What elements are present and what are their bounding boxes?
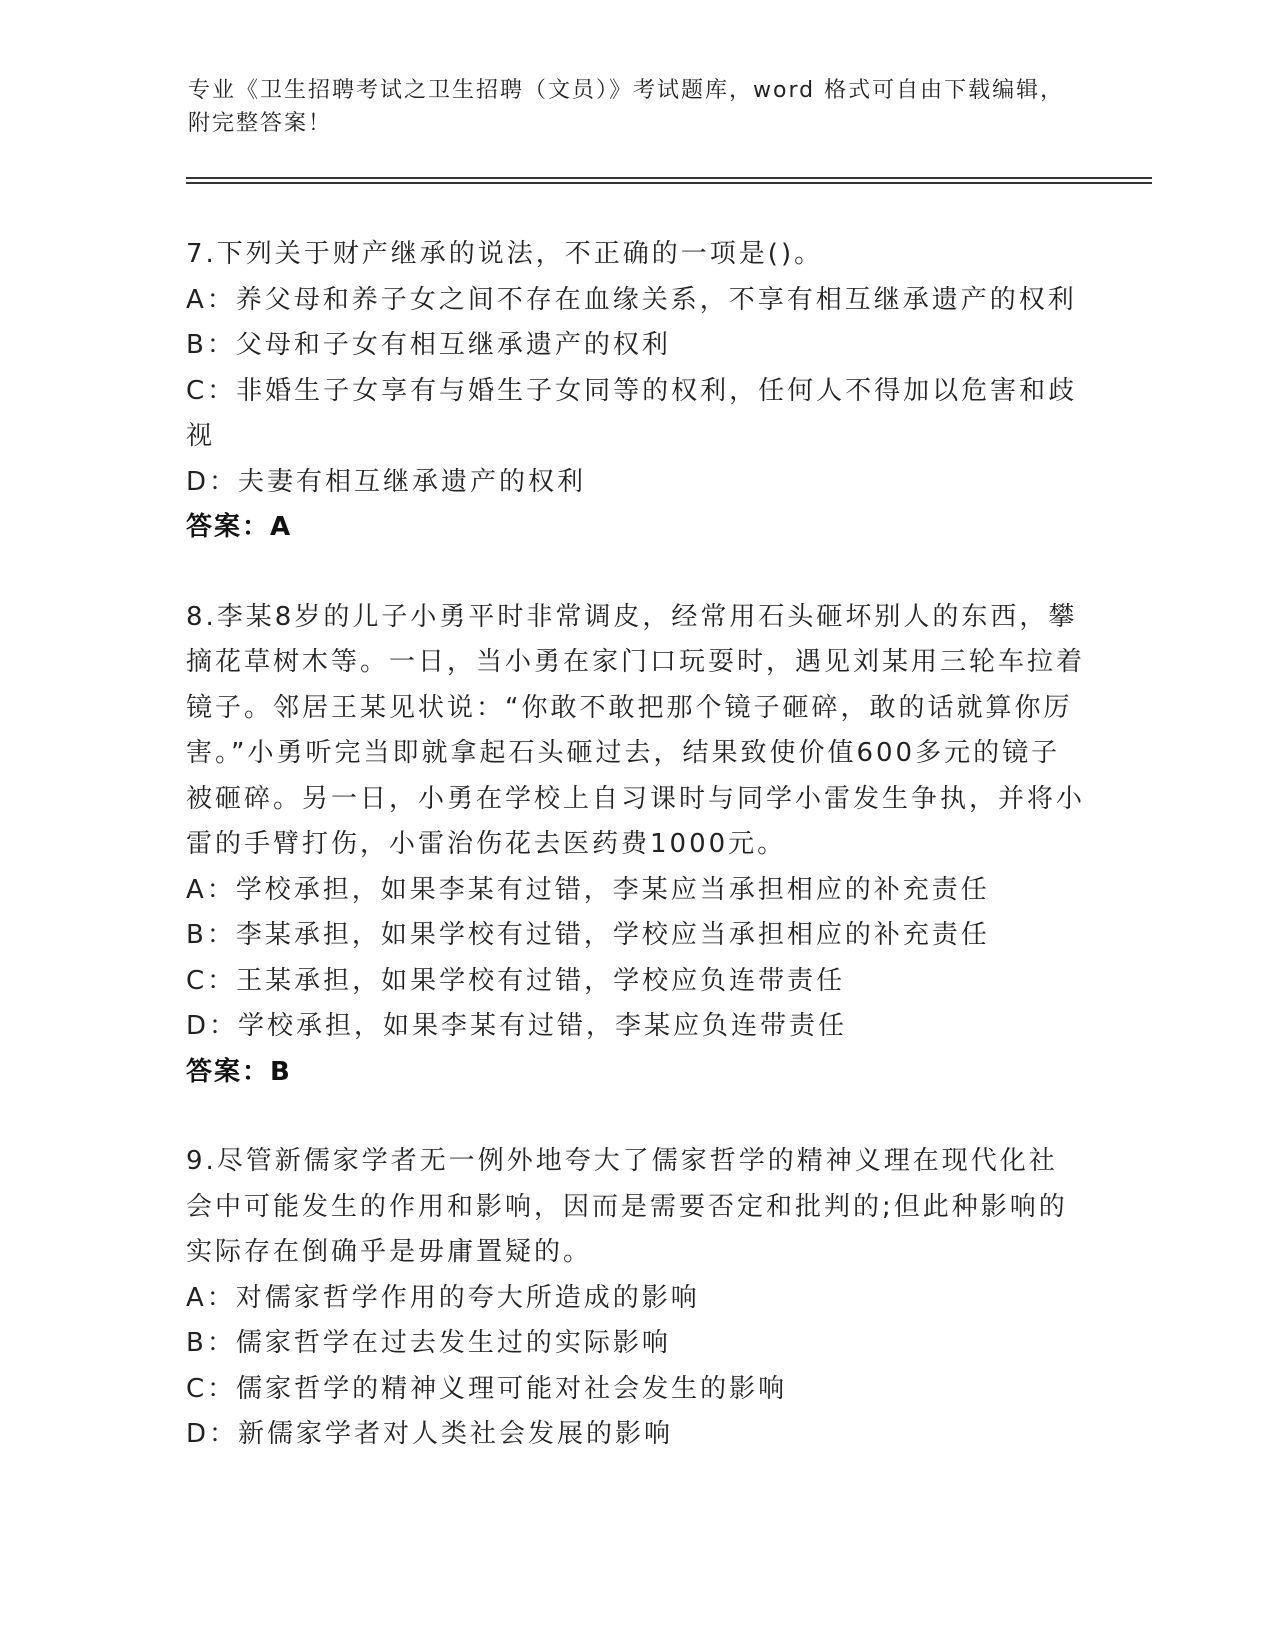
document-header bbox=[188, 74, 1068, 140]
question-list bbox=[186, 232, 1086, 1502]
option-a: A：对儒家哲学作用的夸大所造成的影响 bbox=[186, 1282, 700, 1313]
question-9 bbox=[186, 1139, 1086, 1458]
option-c: C：非婚生子女享有与婚生子女同等的权利，任何人不得加以危害和歧视 bbox=[186, 375, 1078, 451]
option-c: C：儒家哲学的精神义理可能对社会发生的影响 bbox=[186, 1373, 788, 1404]
option-d: D：夫妻有相互继承遗产的权利 bbox=[186, 466, 587, 497]
question-7 bbox=[186, 232, 1086, 551]
option-a: A：学校承担，如果李某有过错，李某应当承担相应的补充责任 bbox=[186, 874, 990, 905]
header-divider-bottom bbox=[186, 182, 1152, 184]
question-8 bbox=[186, 595, 1086, 1096]
question-stem: 9.尽管新儒家学者无一例外地夸大了儒家哲学的精神义理在现代化社会中可能发生的作用和影响，因而是需要否定和批判的;但此种影响的实际存在倒确乎是毋庸置疑的。 bbox=[186, 1146, 1068, 1267]
header-divider-top bbox=[186, 177, 1152, 179]
option-d: D：学校承担，如果李某有过错，李某应负连带责任 bbox=[186, 1011, 848, 1041]
option-b: B：李某承担，如果学校有过错，学校应当承担相应的补充责任 bbox=[186, 920, 990, 950]
option-b: B：父母和子女有相互继承遗产的权利 bbox=[186, 330, 671, 360]
option-a: A：养父母和养子女之间不存在血缘关系，不享有相互继承遗产的权利 bbox=[186, 284, 1077, 315]
option-c: C：王某承担，如果学校有过错，学校应负连带责任 bbox=[186, 965, 846, 996]
option-d: D：新儒家学者对人类社会发展的影响 bbox=[186, 1419, 674, 1449]
header-text: 专业《卫生招聘考试之卫生招聘（文员）》考试题库，word 格式可自由下载编辑，附完整答案！ bbox=[188, 78, 1065, 136]
option-b: B：儒家哲学在过去发生过的实际影响 bbox=[186, 1328, 671, 1358]
question-stem: 7.下列关于财产继承的说法，不正确的一项是()。 bbox=[186, 239, 824, 269]
question-stem: 8.李某8岁的儿子小勇平时非常调皮，经常用石头砸坏别人的东西，攀摘花草树木等。一日，当小勇在家门口玩耍时，遇见刘某用三轮车拉着镜子。邻居王某见状说：“你敢不敢把那个镜子砸碎，敢的话就算你厉害。”小勇听完当即就拿起石头砸过去，结果致使价值600多元的镜子被砸碎。另一日，小勇在学校上自习课时与同学小雷发生争执，并将小雷的手臂打伤，小雷治伤花去医药费1000元。 bbox=[186, 601, 1086, 859]
answer: 答案：B bbox=[186, 1056, 292, 1087]
answer: 答案：A bbox=[186, 512, 293, 542]
